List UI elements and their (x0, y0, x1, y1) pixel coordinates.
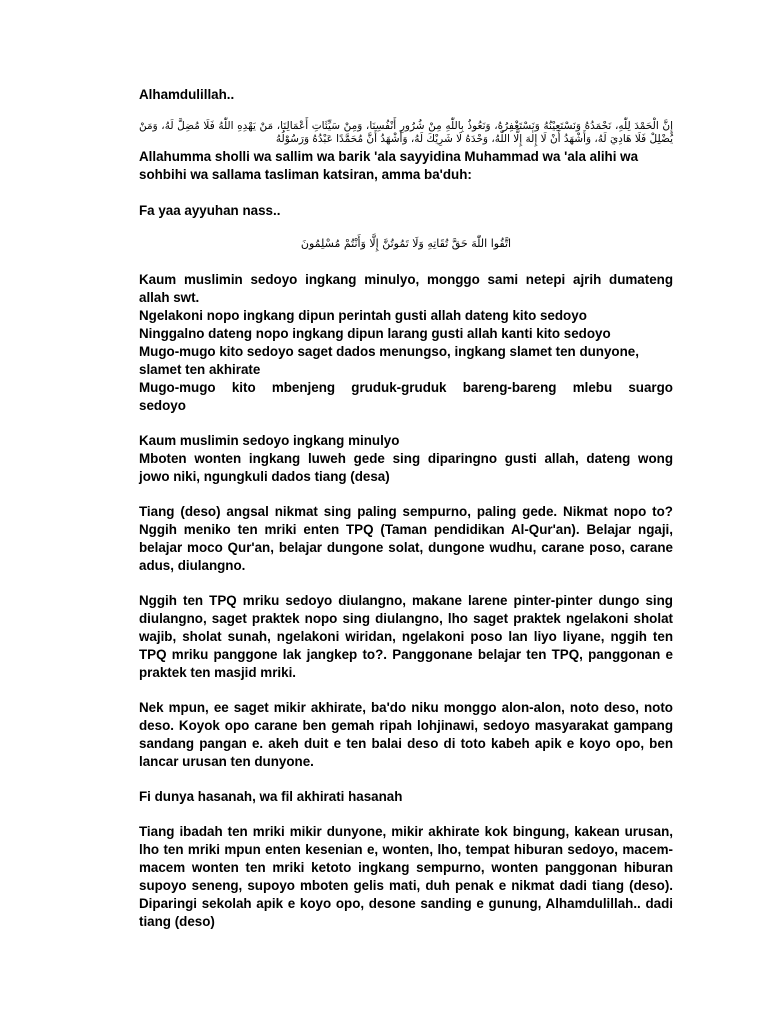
text-line: Mugo-mugo kito sedoyo saget dados menungso, ingkang slamet ten dunyone, (139, 344, 639, 359)
text-line: sedoyo (139, 398, 186, 413)
arabic-opening-prayer: إِنَّ الْحَمْدَ لِلّٰهِ، نَحْمَدُهُ وَنَسْتَعِيْنُهُ وَنَسْتَغْفِرُهُ، وَنَعُوذُ بِاللّٰهِ مِنْ شُرُورِ أَنْفُسِنَا، وَمِنْ سَيِّئَاتِ أَعْمَالِنَا، مَنْ يَهْدِهِ اللّٰهُ فَلَا مُضِلَّ لَهُ، وَمَنْ يُضْلِلْ فَلَا هَادِيَ لَهُ، وَأَشْهَدُ أَنْ لَا إِلٰهَ إِلَّا اللّٰهُ، وَحْدَهُ لَا شَرِيْكَ لَهُ، وَأَشْهَدُ أَنَّ مُحَمَّدًا عَبْدُهُ وَرَسُوْلُهُ (139, 120, 673, 145)
salawat-text: Allahumma sholli wa sallim wa barik 'ala sayyidina Muhammad wa 'ala alihi wa sohbihi wa sallama tasliman katsiran, amma ba'duh: (139, 149, 639, 182)
document-page (139, 86, 673, 931)
arabic-verse: اتَّقُوا اللّٰهَ حَقَّ تُقَاتِهِ وَلَا تَمُوتُنَّ إِلَّا وَأَنْتُمْ مُسْلِمُونَ (300, 237, 512, 250)
text-line: jowo niki, ngungkuli dados tiang (desa) (139, 469, 390, 484)
text-line: Mugo-mugo kito mbenjeng gruduk-gruduk bareng-bareng mlebu suargo (139, 380, 673, 395)
text-line: Kaum muslimin sedoyo ingkang minulyo, monggo sami netepi ajrih dumateng (139, 272, 673, 287)
text-line: Ninggalno dateng nopo ingkang dipun larang gusti allah kanti kito sedoyo (139, 326, 611, 341)
paragraph-noto-deso: Nek mpun, ee saget mikir akhirate, ba'do niku monggo alon-alon, noto deso, noto deso. Koyok opo carane ben gemah ripah lohjinawi, sedoyo masyarakat gampang sandang pangan e. akeh duit e ten balai deso di toto kabeh apik e koyo opo, ben lancar urusan ten dunyone. (139, 700, 673, 769)
section-kaum-muslimin-1 (139, 271, 673, 415)
text-line: Kaum muslimin sedoyo ingkang minulyo (139, 433, 400, 448)
paragraph-tiang-ibadah: Tiang ibadah ten mriki mikir dunyone, mikir akhirate kok bingung, kakean urusan, lho ten mriki mpun enten kesenian e, wonten, lho, tempat hiburan sedoyo, macem-macem wonten ten mriki ketoto ingkang sempurno, wonten panggonan hiburan supoyo seneng, supoyo mboten gelis mati, duh penak e nikmat dadi tiang (deso). Diparingi sekolah apik e koyo opo, desone sanding e gunung, Alhamdulillah.. dadi tiang (deso) (139, 824, 673, 929)
paragraph-tpq-praktek: Nggih ten TPQ mriku sedoyo diulangno, makane larene pinter-pinter dungo sing diulangno, saget praktek nopo sing diulangno, lho saget praktek ngelakoni sholat wajib, sholat sunah, ngelakoni wiridan, ngelakoni poso lan liyo liyane, nggih ten TPQ mriku panggone lak jangkep to?. Panggonane belajar ten TPQ, panggonan e praktek ten masjid mriki. (139, 593, 673, 680)
text-line: slamet ten akhirate (139, 362, 261, 377)
address-text: Fa yaa ayyuhan nass.. (139, 203, 281, 218)
text-line: Mboten wonten ingkang luweh gede sing diparingno gusti allah, dateng wong (139, 451, 673, 466)
paragraph-tpq-nikmat: Tiang (deso) angsal nikmat sing paling sempurno, paling gede. Nikmat nopo to? Nggih meniko ten mriki enten TPQ (Taman pendidikan Al-Qur'an). Belajar ngaji, belajar moco Qur'an, belajar dungone solat, dungone wudhu, carane poso, carane adus, diulangno. (139, 504, 673, 573)
paragraph-fi-dunya: Fi dunya hasanah, wa fil akhirati hasanah (139, 789, 403, 804)
text-line: allah swt. (139, 290, 200, 305)
section-kaum-muslimin-2 (139, 432, 673, 486)
text-line: Ngelakoni nopo ingkang dipun perintah gusti allah dateng kito sedoyo (139, 308, 587, 323)
heading-alhamdulillah: Alhamdulillah.. (139, 87, 235, 102)
